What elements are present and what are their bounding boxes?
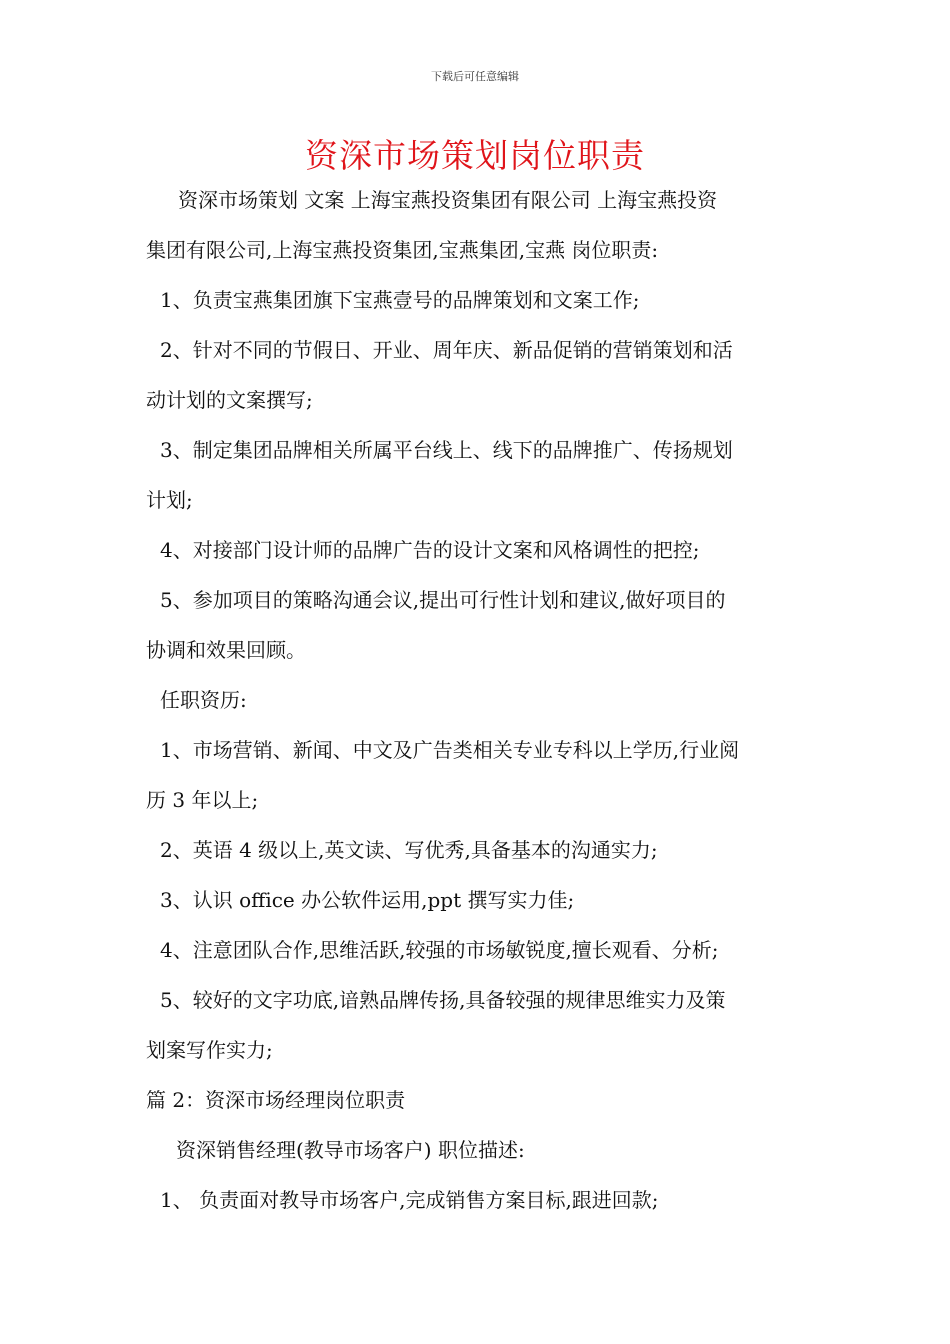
duty-item-3: 3、制定集团品牌相关所属平台线上、线下的品牌推广、传扬规划 bbox=[160, 438, 733, 462]
qualification-item-2: 2、英语 4 级以上,英文读、写优秀,具备基本的沟通实力; bbox=[160, 838, 658, 862]
body-line-1: 资深市场策划 文案 上海宝燕投资集团有限公司 上海宝燕投资 bbox=[178, 188, 718, 212]
qualifications-heading: 任职资历: bbox=[160, 688, 247, 712]
qualification-item-5: 5、较好的文字功底,谙熟品牌传扬,具备较强的规律思维实力及策 bbox=[160, 988, 726, 1012]
duty-item-2-cont: 动计划的文案撰写; bbox=[146, 388, 313, 412]
document-title: 资深市场策划岗位职责 bbox=[305, 136, 645, 175]
qualification-item-1: 1、市场营销、新闻、中文及广告类相关专业专科以上学历,行业阅 bbox=[160, 738, 740, 762]
position-item-1: 1、 负责面对教导市场客户,完成销售方案目标,跟进回款; bbox=[160, 1188, 659, 1212]
duty-item-2: 2、针对不同的节假日、开业、周年庆、新品促销的营销策划和活 bbox=[160, 338, 733, 362]
duty-item-1: 1、负责宝燕集团旗下宝燕壹号的品牌策划和文案工作; bbox=[160, 288, 640, 312]
qualification-item-4: 4、注意团队合作,思维活跃,较强的市场敏锐度,擅长观看、分析; bbox=[160, 938, 719, 962]
duty-item-4: 4、对接部门设计师的品牌广告的设计文案和风格调性的把控; bbox=[160, 538, 700, 562]
body-line-2: 集团有限公司,上海宝燕投资集团,宝燕集团,宝燕 岗位职责: bbox=[146, 238, 659, 262]
duty-item-5: 5、参加项目的策略沟通会议,提出可行性计划和建议,做好项目的 bbox=[160, 588, 726, 612]
section-2-heading: 篇 2：资深市场经理岗位职责 bbox=[146, 1088, 406, 1112]
position-description-heading: 资深销售经理(教导市场客户) 职位描述: bbox=[176, 1138, 525, 1162]
qualification-item-1-cont: 历 3 年以上; bbox=[146, 788, 259, 812]
duty-item-3-cont: 计划; bbox=[146, 488, 193, 512]
qualification-item-3: 3、认识 office 办公软件运用,ppt 撰写实力佳; bbox=[160, 888, 575, 912]
header-note: 下载后可任意编辑 bbox=[431, 70, 519, 83]
qualification-item-5-cont: 划案写作实力; bbox=[146, 1038, 273, 1062]
duty-item-5-cont: 协调和效果回顾。 bbox=[146, 638, 306, 662]
